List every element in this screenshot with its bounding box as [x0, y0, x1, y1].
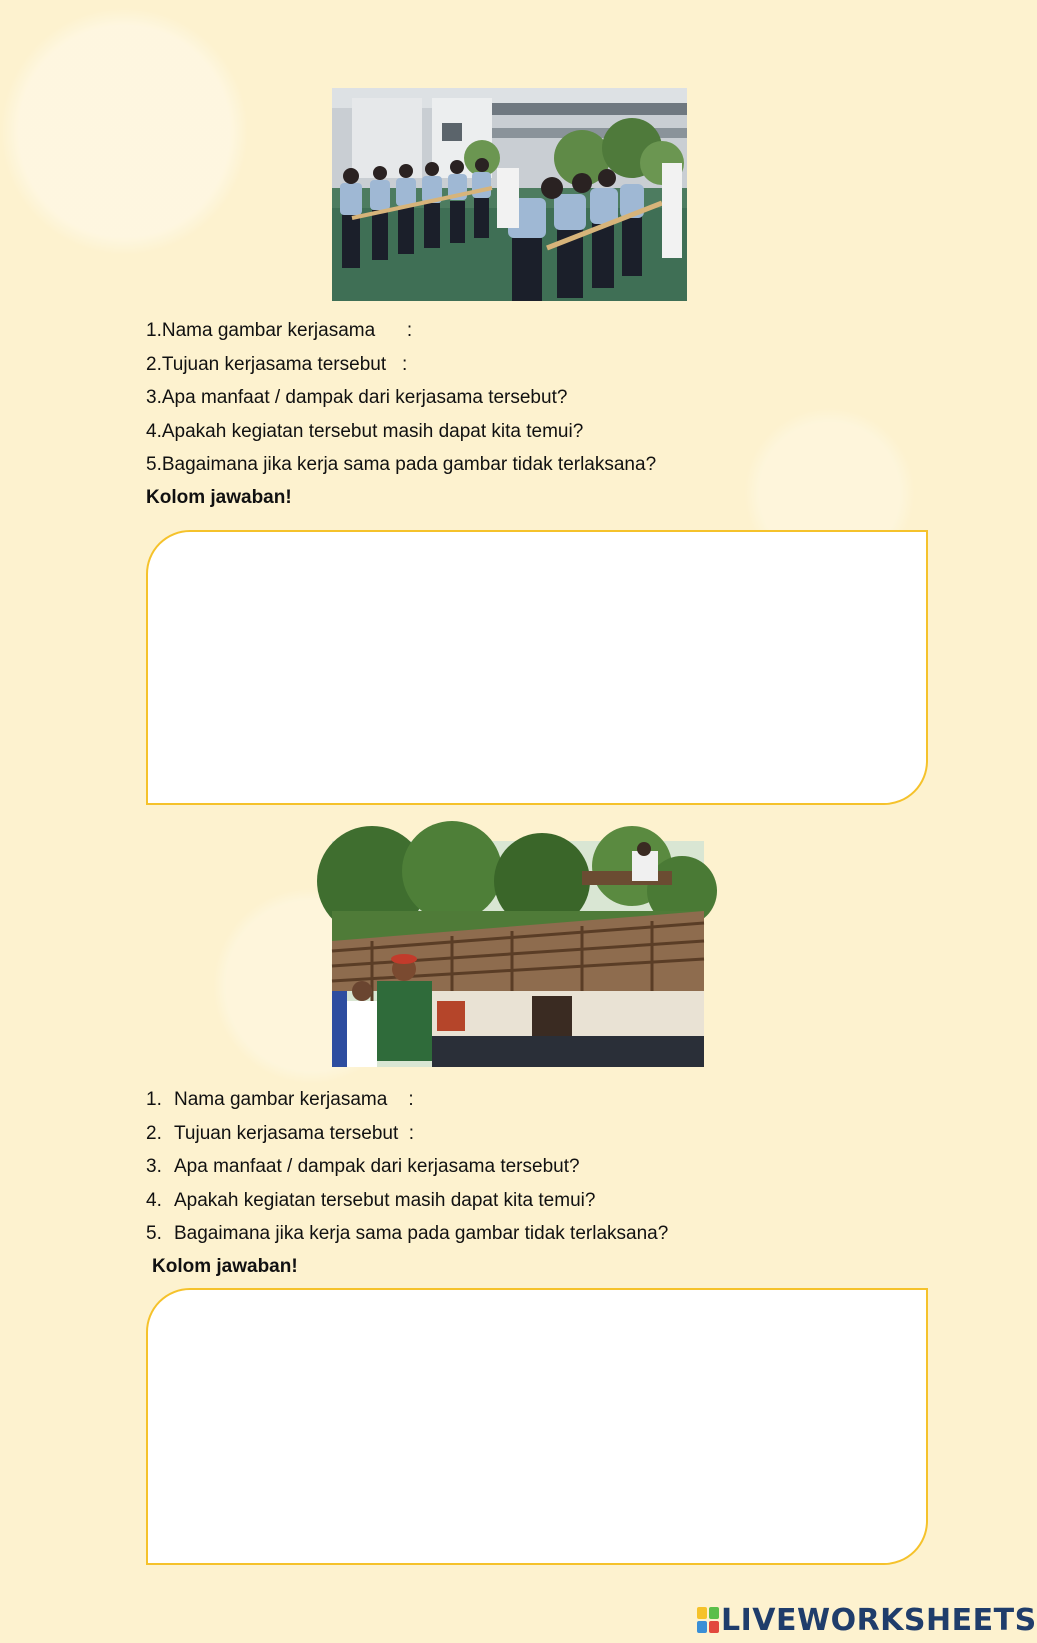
- question-item: [146, 381, 656, 415]
- question-item: [146, 314, 656, 348]
- question-number: 4.: [146, 1189, 162, 1211]
- question-list-1: [146, 314, 656, 482]
- photo-students-teamwork: [332, 88, 687, 301]
- question-text: Apa manfaat / dampak dari kerjasama tersebut?: [161, 387, 568, 408]
- photo-house-building-teamwork: [332, 841, 704, 1067]
- question-item: [146, 1150, 668, 1184]
- liveworksheets-brand: [697, 1604, 1037, 1636]
- question-item: [146, 448, 656, 482]
- question-number: 2.: [146, 353, 162, 375]
- question-item: [146, 1117, 668, 1151]
- answer-box-2[interactable]: [146, 1288, 928, 1565]
- question-number: 1.: [146, 320, 162, 341]
- question-number: 5.: [146, 454, 162, 475]
- question-text: Tujuan kerjasama tersebut :: [174, 1122, 415, 1144]
- question-number: 5.: [146, 1223, 162, 1244]
- question-text: Nama gambar kerjasama :: [161, 320, 413, 341]
- answer-heading-1: Kolom jawaban!: [146, 487, 292, 508]
- question-text: Apakah kegiatan tersebut masih dapat kita temui?: [161, 420, 584, 442]
- answer-box-1[interactable]: [146, 530, 928, 805]
- liveworksheets-logo-icon: [697, 1607, 719, 1633]
- question-item: [146, 1217, 668, 1251]
- question-item: [146, 1184, 668, 1218]
- question-list-2: [146, 1083, 668, 1251]
- question-item: [146, 348, 656, 382]
- question-number: 3.: [146, 387, 162, 408]
- question-text: Apa manfaat / dampak dari kerjasama tersebut?: [174, 1156, 580, 1177]
- question-number: 2.: [146, 1122, 162, 1144]
- question-text: Bagaimana jika kerja sama pada gambar tidak terlaksana?: [161, 454, 657, 475]
- question-number: 3.: [146, 1156, 162, 1177]
- question-text: Nama gambar kerjasama :: [174, 1089, 414, 1110]
- question-text: Apakah kegiatan tersebut masih dapat kita temui?: [174, 1189, 596, 1211]
- question-item: [146, 415, 656, 449]
- answer-heading-2: Kolom jawaban!: [152, 1256, 298, 1277]
- question-text: Tujuan kerjasama tersebut :: [161, 353, 408, 375]
- question-text: Bagaimana jika kerja sama pada gambar tidak terlaksana?: [174, 1223, 669, 1244]
- question-number: 4.: [146, 420, 162, 442]
- question-item: [146, 1083, 668, 1117]
- question-number: 1.: [146, 1089, 162, 1110]
- brand-name: LIVEWORKSHEETS: [721, 1602, 1037, 1638]
